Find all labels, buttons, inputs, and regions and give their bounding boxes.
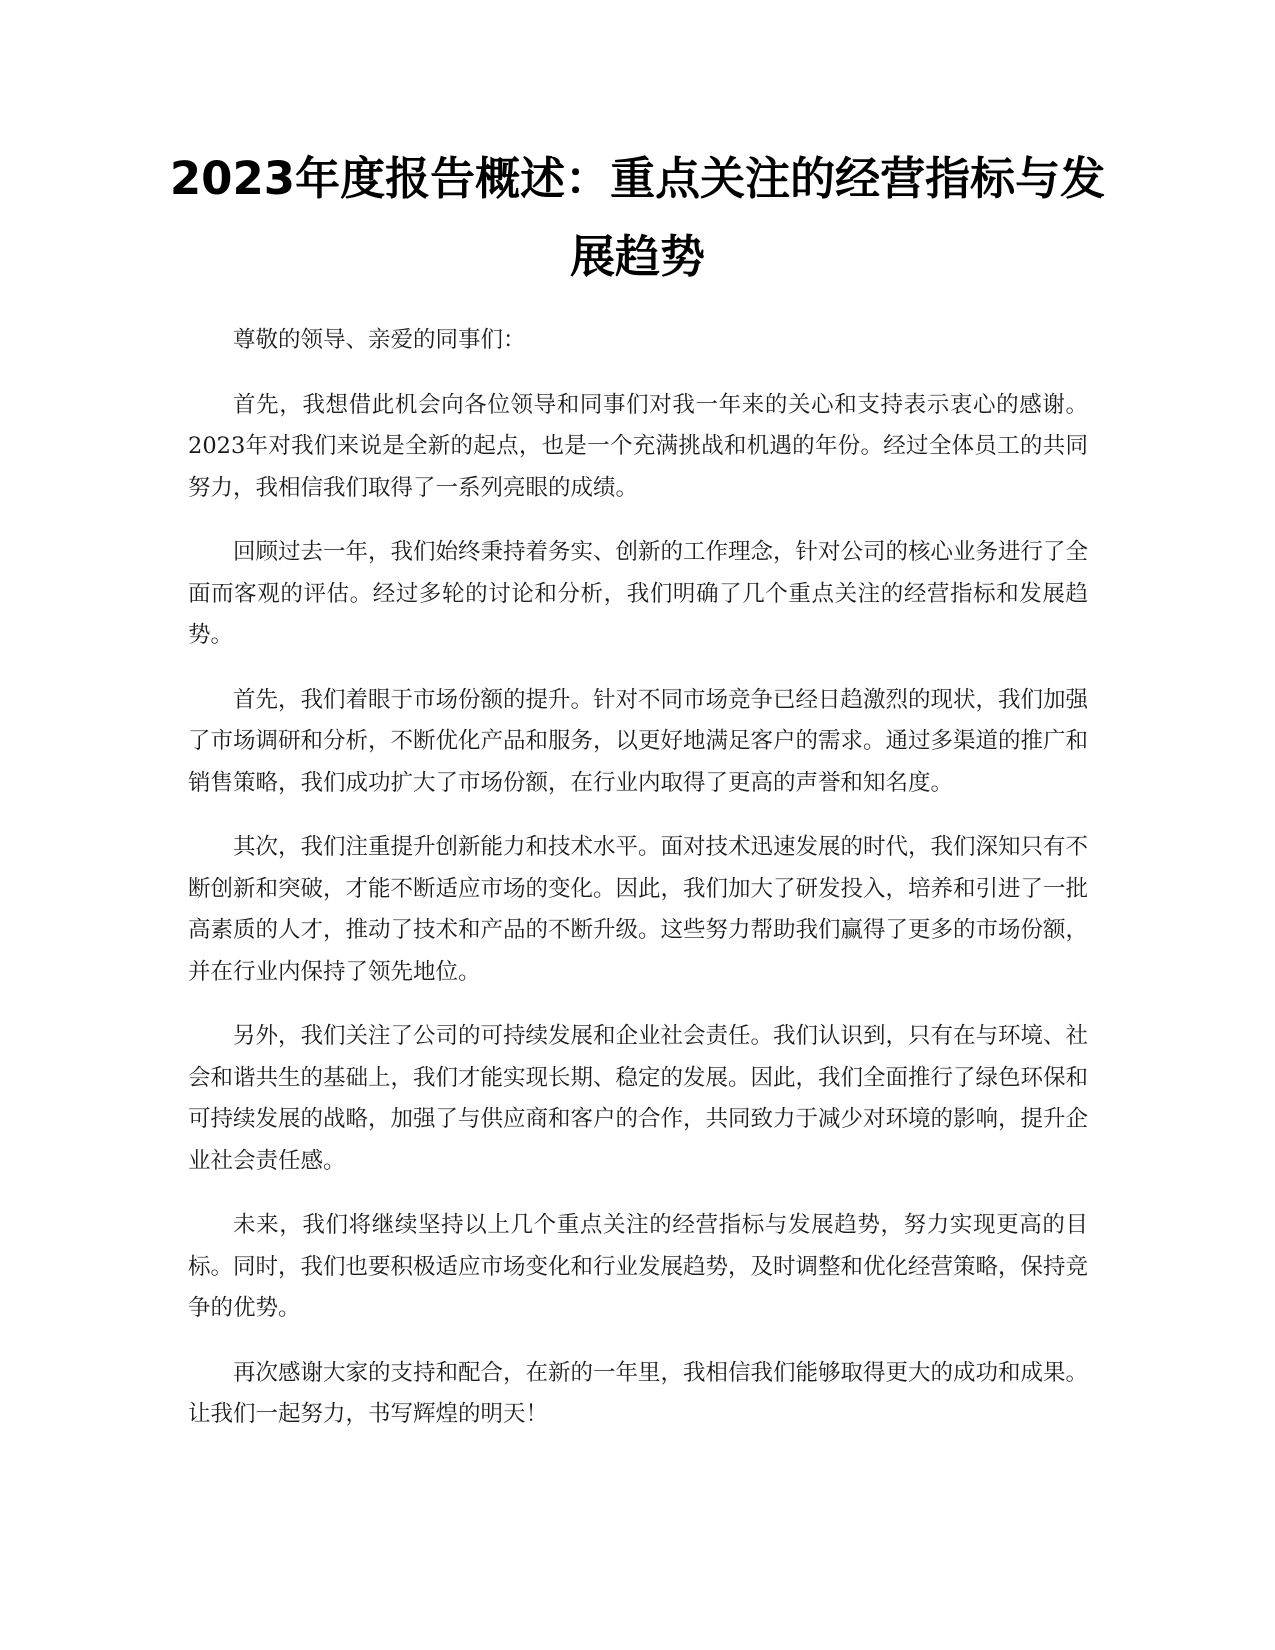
paragraph-review: 回顾过去一年，我们始终秉持着务实、创新的工作理念，针对公司的核心业务进行了全面而客观的评估。经过多轮的讨论和分析，我们明确了几个重点关注的经营指标和发展趋势。 [188,539,1089,648]
paragraph-innovation: 其次，我们注重提升创新能力和技术水平。面对技术迅速发展的时代，我们深知只有不断创新和突破，才能不断适应市场的变化。因此，我们加大了研发投入，培养和引进了一批高素质的人才，推动了技术和产品的不断升级。这些努力帮助我们赢得了更多的市场份额，并在行业内保持了领先地位。 [188,834,1089,985]
document-body [188,320,1088,1459]
paragraph-sustainability: 另外，我们关注了公司的可持续发展和企业社会责任。我们认识到，只有在与环境、社会和谐共生的基础上，我们才能实现长期、稳定的发展。因此，我们全面推行了绿色环保和可持续发展的战略，加强了与供应商和客户的合作，共同致力于减少对环境的影响，提升企业社会责任感。 [188,1023,1089,1174]
document-title: 2023年度报告概述：重点关注的经营指标与发展趋势 [169,152,1106,283]
paragraph-future: 未来，我们将继续坚持以上几个重点关注的经营指标与发展趋势，努力实现更高的目标。同时，我们也要积极适应市场变化和行业发展趋势，及时调整和优化经营策略，保持竞争的优势。 [188,1212,1089,1321]
paragraph-market-share: 首先，我们着眼于市场份额的提升。针对不同市场竞争已经日趋激烈的现状，我们加强了市场调研和分析，不断优化产品和服务，以更好地满足客户的需求。通过多渠道的推广和销售策略，我们成功扩大了市场份额，在行业内取得了更高的声誉和知名度。 [188,686,1089,796]
salutation-paragraph: 尊敬的领导、亲爱的同事们： [233,327,526,353]
paragraph-closing: 再次感谢大家的支持和配合，在新的一年里，我相信我们能够取得更大的成功和成果。让我们一起努力，书写辉煌的明天！ [188,1359,1089,1427]
paragraph-thanks: 首先，我想借此机会向各位领导和同事们对我一年来的关心和支持表示衷心的感谢。2023年对我们来说是全新的起点，也是一个充满挑战和机遇的年份。经过全体员工的共同努力，我相信我们取得了一系列亮眼的成绩。 [188,391,1088,501]
